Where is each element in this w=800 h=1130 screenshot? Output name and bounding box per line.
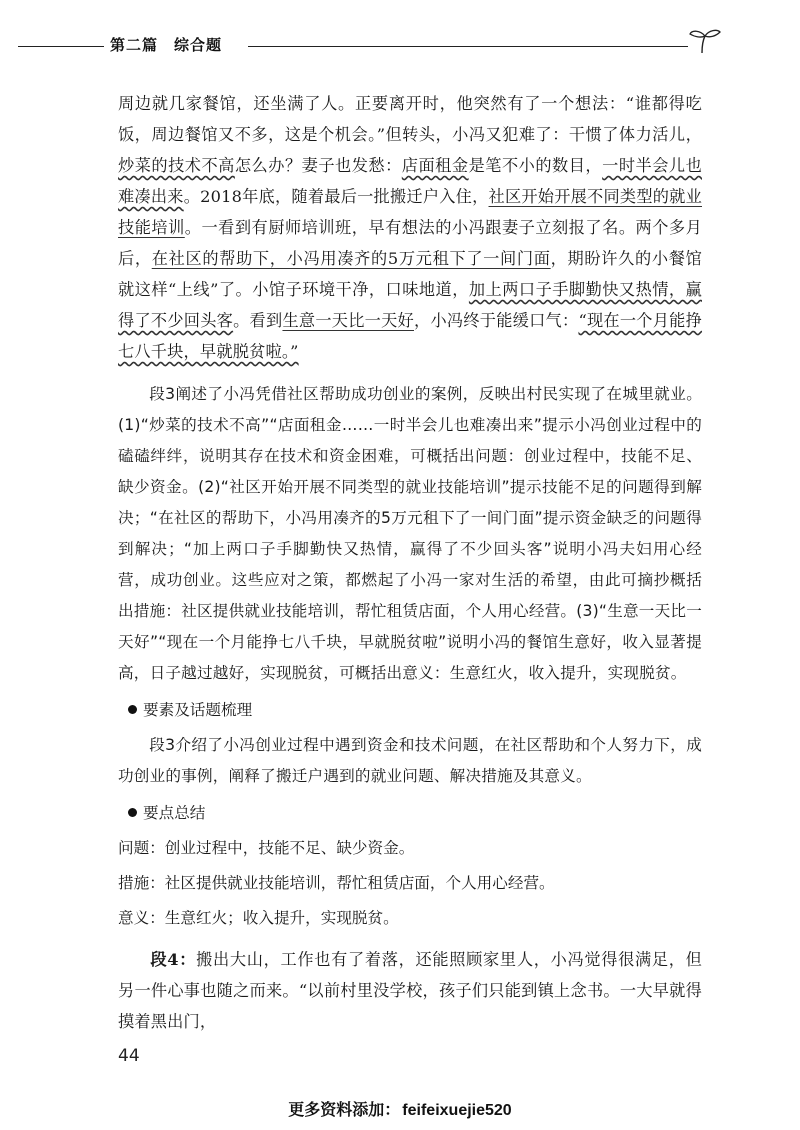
story-paragraph (118, 88, 702, 367)
summary-measure: 措施：社区提供就业技能培训，帮忙租赁店面，个人用心经营。 (118, 874, 555, 892)
header-rule-right (248, 46, 688, 47)
story-text: ，期盼许久的小餐馆就这样“上线”了。小馆子环境干净，口味地道， (118, 249, 702, 299)
section-heading-elements: 要素及话题梳理 (118, 695, 702, 726)
paragraph-4 (118, 944, 702, 1037)
story-text: ，小冯终于能缓口气： (414, 311, 579, 330)
sprout-icon (688, 26, 722, 56)
story-text: 。一看到有厨师培训班，早有想法的小冯跟妻子立刻报了名。两个多月后， (118, 218, 702, 268)
elements-paragraph: 段3介绍了小冯创业过程中遇到资金和技术问题，在社区帮助和个人努力下，成功创业的事例，阐释了搬迁户遇到的就业问题、解决措施及其意义。 (118, 736, 702, 785)
story-emphasis: 生意一天比一天好 (282, 311, 414, 330)
section-heading-summary: 要点总结 (118, 798, 702, 829)
summary-meaning: 意义：生意红火；收入提升，实现脱贫。 (118, 909, 399, 927)
story-emphasis: “现在一个月能挣七八千块，早就脱贫啦。” (118, 311, 703, 361)
summary-problem: 问题：创业过程中，技能不足、缺少资金。 (118, 839, 415, 857)
story-emphasis: 一时半会儿也难凑出来 (118, 156, 702, 206)
story-text: 。看到 (233, 311, 283, 330)
paragraph-4-text: 搬出大山，工作也有了着落，还能照顾家里人，小冯觉得很满足，但另一件心事也随之而来。“以前村里没学校，孩子们只能到镇上念书。一大早就得摸着黑出门， (118, 950, 702, 1031)
page-content (118, 88, 702, 1037)
bullet-icon (128, 808, 137, 817)
story-emphasis: 炒菜的技术不高 (118, 156, 235, 175)
footer-note (0, 1097, 800, 1120)
running-header (0, 32, 800, 62)
story-emphasis: 加上两口子手脚勤快又热情，赢得了不少回头客 (118, 280, 702, 330)
story-text: 周边就几家餐馆，还坐满了人。正要离开时，他突然有了一个想法：“谁都得吃饭，周边餐馆又不多，这是个机会。”但转头，小冯又犯难了：干惯了体力活儿， (118, 94, 702, 144)
paragraph-4-label: 段4： (150, 950, 197, 969)
story-emphasis: 社区开始开展不同类型的就业技能培训 (118, 187, 702, 237)
page-number: 44 (118, 1046, 140, 1066)
header-rule-left (18, 46, 104, 47)
story-text: 怎么办？妻子也发愁： (234, 156, 402, 175)
footer-prefix: 更多资料添加： (288, 1100, 401, 1119)
footer-contact-id: feifeixuejie520 (402, 1102, 512, 1119)
story-text: 是笔不小的数目， (468, 156, 603, 175)
story-emphasis: 在社区的帮助下，小冯用凑齐的5万元租下了一间门面 (151, 249, 551, 268)
header-title: 第二篇 综合题 (110, 36, 223, 54)
story-emphasis: 店面租金 (401, 156, 469, 175)
story-text: 。2018年底，随着最后一批搬迁户入住， (183, 187, 489, 206)
analysis-paragraph: 段3阐述了小冯凭借社区帮助成功创业的案例，反映出村民实现了在城里就业。(1)“炒菜的技术不高”“店面租金……一时半会儿也难凑出来”提示小冯创业过程中的磕磕绊绊，说明其存在技术和资金困难，可概括出问题：创业过程中，技能不足、缺少资金。(2)“社区开始开展不同类型的就业技能培训”提示技能不足的问题得到解决；“在社区的帮助下，小冯用凑齐的5万元租下了一间门面”提示资金缺乏的问题得到解决；“加上两口子手脚勤快又热情，赢得了不少回头客”说明小冯夫妇用心经营，成功创业。这些应对之策，都燃起了小冯一家对生活的希望，由此可摘抄概括出措施：社区提供就业技能培训，帮忙租赁店面，个人用心经营。(3)“生意一天比一天好”“现在一个月能挣七八千块，早就脱贫啦”说明小冯的餐馆生意好，收入显著提高，日子越过越好，实现脱贫，可概括出意义：生意红火，收入提升，实现脱贫。 (118, 385, 702, 682)
bullet-icon (128, 705, 137, 714)
